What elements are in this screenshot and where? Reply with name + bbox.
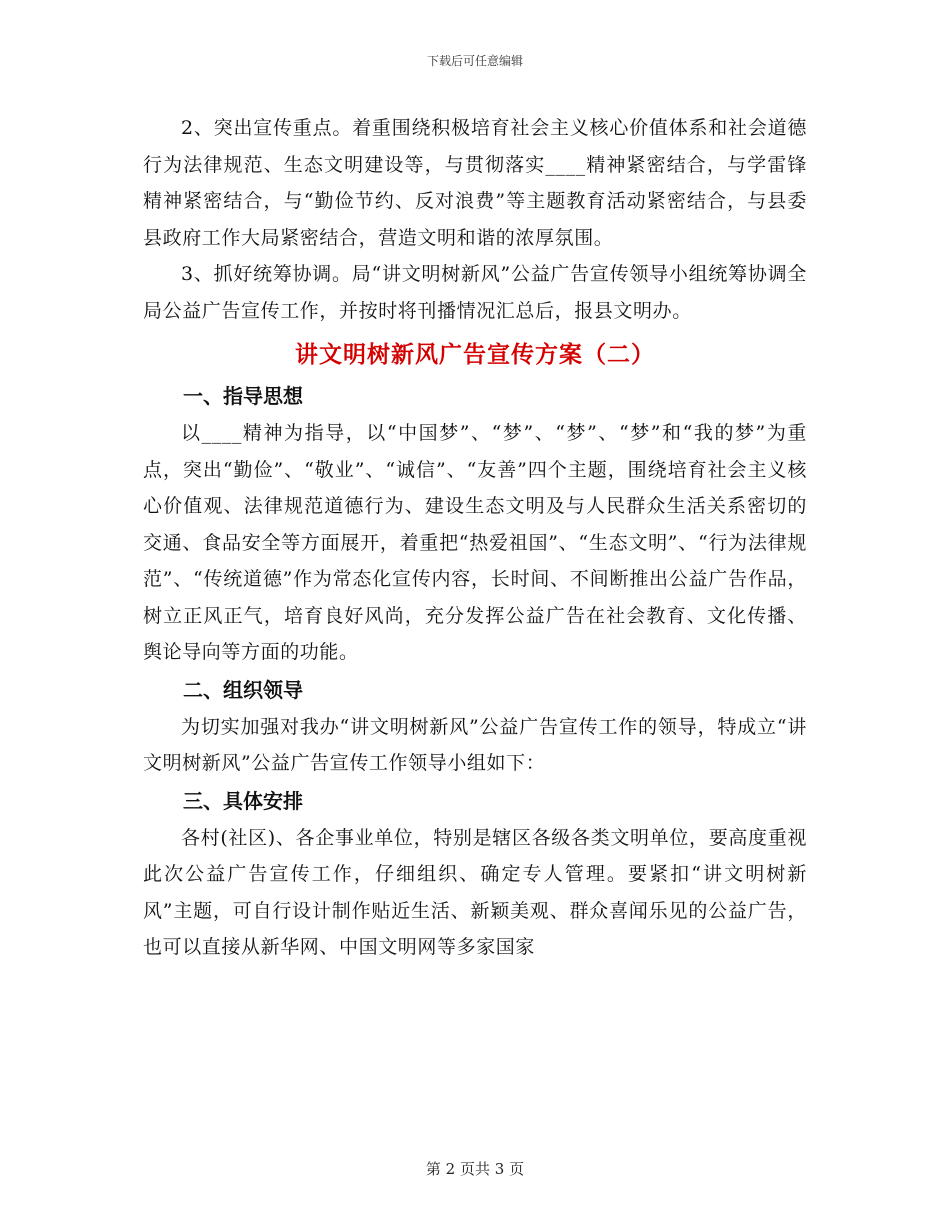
page-number-footer: 第 2 页共 3 页: [425, 1160, 525, 1178]
section-heading-organization: 二、组织领导: [183, 677, 303, 702]
paragraph-organization: 为切实加强对我办“讲文明树新风”公益广告宣传工作的领导，特成立“讲文明树新风”公益广告宣传工作领导小组如下：: [143, 715, 807, 774]
document-title: 讲文明树新风广告宣传方案（二）: [295, 342, 655, 368]
paragraph-point-3: 3、抓好统筹协调。局“讲文明树新风”公益广告宣传领导小组统筹协调全局公益广告宣传工作，并按时将刊播情况汇总后，报县文明办。: [143, 263, 807, 322]
section-heading-guiding-ideology: 一、指导思想: [183, 384, 303, 408]
section-heading-arrangements: 三、具体安排: [183, 788, 303, 813]
paragraph-point-2: 2、突出宣传重点。着重围绕积极培育社会主义核心价值体系和社会道德行为法律规范、生态文明建设等，与贯彻落实____精神紧密结合，与学雷锋精神紧密结合，与“勤俭节约、反对浪费”等主题教育活动紧密结合，与县委县政府工作大局紧密结合，营造文明和谐的浓厚氛围。: [143, 117, 807, 249]
paragraph-arrangements: 各村(社区)、各企事业单位，特别是辖区各级各类文明单位，要高度重视此次公益广告宣传工作，仔细组织、确定专人管理。要紧扣“讲文明树新风”主题，可自行设计制作贴近生活、新颖美观、群众喜闻乐见的公益广告，也可以直接从新华网、中国文明网等多家国家: [143, 826, 807, 958]
page-header: 下载后可任意编辑: [426, 54, 523, 68]
paragraph-guiding-ideology: 以____精神为指导，以“中国梦”、“梦”、“梦”、“梦”和“我的梦”为重点，突出“勤俭”、“敬业”、“诚信”、“友善”四个主题，围绕培育社会主义核心价值观、法律规范道德行为、建设生态文明及与人民群众生活关系密切的交通、食品安全等方面展开，着重把“热爱祖国”、“生态文明”、“行为法律规范”、“传统道德”作为常态化宣传内容，长时间、不间断推出公益广告作品，树立正风正气，培育良好风尚，充分发挥公益广告在社会教育、文化传播、舆论导向等方面的功能。: [143, 422, 807, 663]
document-body: [143, 110, 807, 966]
